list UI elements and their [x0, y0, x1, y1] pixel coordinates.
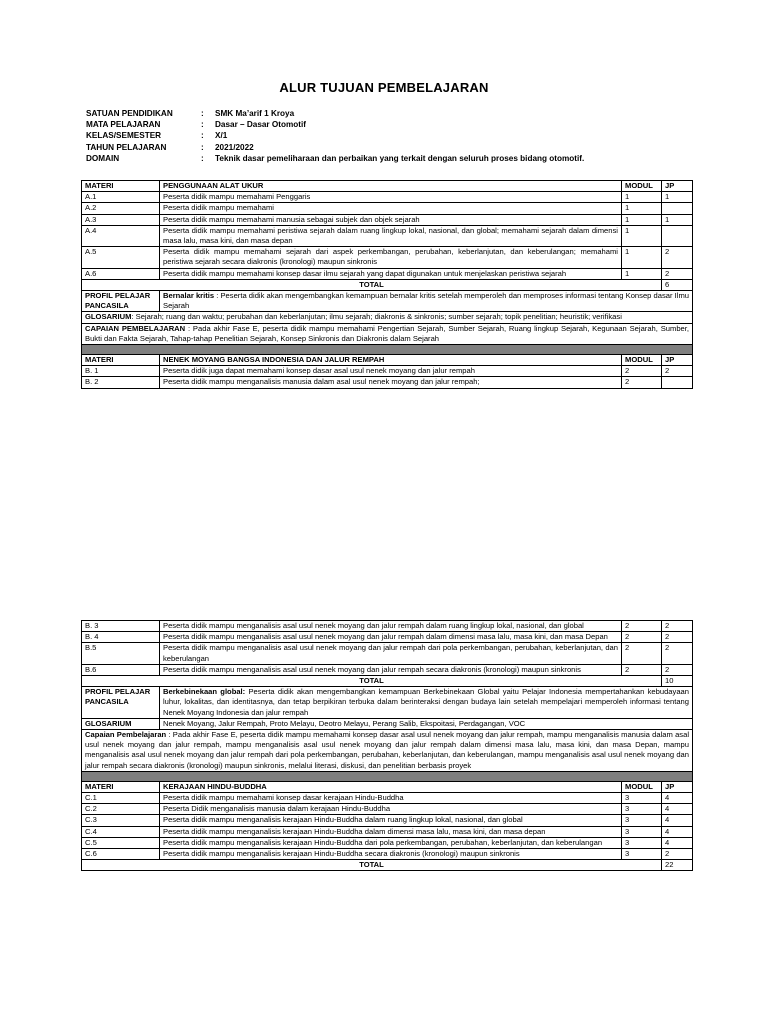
info-colon: :: [201, 120, 204, 130]
row-code: A.6: [82, 268, 160, 279]
table-row: [82, 837, 693, 848]
info-row: [86, 108, 584, 119]
table-row: [82, 664, 693, 675]
info-value: SMK Ma’arif 1 Kroya: [215, 109, 295, 118]
row-code: A.4: [82, 225, 160, 246]
section-divider: [82, 771, 693, 781]
header-jp: JP: [662, 181, 693, 192]
table-section-a: [81, 180, 693, 389]
row-description: Peserta didik mampu memahami konsep dasar ilmu sejarah yang dapat digunakan untuk menjelaskan peristiwa sejarah: [160, 268, 622, 279]
header-modul: MODUL: [622, 181, 662, 192]
row-modul: 3: [622, 826, 662, 837]
glosarium-row: [82, 718, 693, 729]
row-jp: 2: [662, 664, 693, 675]
table-row: [82, 268, 693, 279]
profil-label: PROFIL PELAJAR PANCASILA: [82, 291, 160, 312]
row-description: Peserta didik mampu memahami Penggaris: [160, 192, 622, 203]
document-info: [86, 108, 584, 164]
row-description: Peserta didik mampu menganalisis kerajaan Hindu-Buddha dari pola perkembangan, perubahan, keberlanjutan, dan keberulangan: [160, 837, 622, 848]
table-row: [82, 192, 693, 203]
row-code: B. 1: [82, 366, 160, 377]
row-modul: 2: [622, 643, 662, 664]
capaian-description: : Pada akhir Fase E, peserta didik mampu memahami konsep dasar asal usul nenek moyang dan jalur rempah, mampu menganalisis manusia dalam asal usul nenek moyang dan jalur rempah, mampu menganalisis asal usul nenek moyang dan jalur rempah dalam dimensi masa lalu, masa kini, dan masa Depan, mampu menganalisis asal usul nenek moyang dan jalur rempah dari pola perkembangan, perubahan, keberlanjutan, dan keberulangan, mampu menganalisis asal usul nenek moyang dan jalur rempah secara diakronis (kronologi) maupun sinkronis, melalui literasi, diskusi, dan penelitian berbasis proyek: [85, 730, 690, 770]
row-code: C.4: [82, 826, 160, 837]
profil-keyword: Bernalar kritis: [163, 291, 215, 301]
row-description: Peserta Didik menganalisis manusia dalam kerajaan Hindu-Buddha: [160, 804, 622, 815]
row-description: Peserta didik mampu memahami manusia sebagai subjek dan objek sejarah: [160, 214, 622, 225]
row-jp: 4: [662, 815, 693, 826]
total-row: [82, 860, 693, 871]
row-modul: 1: [622, 192, 662, 203]
table-row: [82, 225, 693, 246]
profil-row: [82, 291, 693, 312]
info-value: X/1: [215, 131, 228, 141]
row-code: C.1: [82, 793, 160, 804]
row-description: Peserta didik mampu memahami peristiwa sejarah dalam ruang lingkup lokal, nasional, dan global; memahami sejarah dalam dimensi masa lalu, masa kini, dan masa depan: [160, 225, 622, 246]
table-header-c: [82, 781, 693, 792]
row-jp: [662, 377, 693, 388]
capaian-row: [82, 730, 693, 772]
row-description: Peserta didik mampu menganalisis kerajaan Hindu-Buddha secara diakronis (kronologi) maupun sinkronis: [160, 849, 622, 860]
section-divider: [82, 345, 693, 355]
header-materi: MATERI: [82, 355, 160, 366]
profil-text: [160, 291, 693, 312]
info-label: SATUAN PENDIDIKAN: [86, 109, 173, 118]
info-colon: :: [201, 109, 204, 118]
capaian-label: CAPAIAN PEMBELAJARAN: [85, 323, 186, 333]
row-code: B.5: [82, 643, 160, 664]
info-label: KELAS/SEMESTER: [86, 131, 162, 141]
row-jp: [662, 225, 693, 246]
total-value: 22: [662, 860, 693, 871]
info-value: Dasar – Dasar Otomotif: [215, 120, 307, 130]
table-row: [82, 377, 693, 388]
info-row: [86, 153, 584, 164]
row-code: C.5: [82, 837, 160, 848]
row-modul: 1: [622, 214, 662, 225]
row-description: Peserta didik mampu memahami: [160, 203, 622, 214]
row-description: Peserta didik mampu menganalisis manusia dalam asal usul nenek moyang dan jalur rempah;: [160, 377, 622, 388]
row-jp: 4: [662, 837, 693, 848]
row-jp: 1: [662, 192, 693, 203]
row-code: C.2: [82, 804, 160, 815]
glosarium-label: GLOSARIUM: [85, 312, 132, 322]
total-label: TOTAL: [82, 676, 662, 687]
info-label: MATA PELAJARAN: [86, 120, 161, 130]
row-modul: 2: [622, 377, 662, 388]
info-row: [86, 119, 584, 130]
row-code: B. 4: [82, 632, 160, 643]
row-modul: 3: [622, 815, 662, 826]
row-description: Peserta didik mampu menganalisis kerajaan Hindu-Buddha dalam ruang lingkup lokal, nasional, dan global: [160, 815, 622, 826]
table-header: [82, 181, 693, 192]
profil-row: [82, 687, 693, 719]
glosarium-label: GLOSARIUM: [82, 718, 160, 729]
profil-description: Peserta didik akan mengembangkan kemampuan Berkebinekaan Global yaitu Pelajar Indonesia mempertahankan kebudayaan luhur, lokalitas, dan identitasnya, dan tetap berpikiran terbuka dalam berinteraksi dengan budaya lain setelah mempelajari memperoleh informasi tentang Nenek Moyang Indonesia dan jalur rempah: [163, 687, 689, 717]
total-label: TOTAL: [82, 279, 662, 290]
table-row: [82, 826, 693, 837]
profil-keyword: Berkebinekaan global:: [163, 687, 246, 697]
header-topic: PENGGUNAAN ALAT UKUR: [160, 181, 622, 192]
header-jp: JP: [662, 355, 693, 366]
capaian-label: Capaian Pembelajaran: [85, 730, 167, 740]
header-topic: KERAJAAN HINDU-BUDDHA: [160, 781, 622, 792]
info-value: Teknik dasar pemeliharaan dan perbaikan yang terkait dengan seluruh proses bidang otomotif.: [215, 153, 585, 163]
table-row: [82, 214, 693, 225]
row-modul: 2: [622, 664, 662, 675]
row-modul: 1: [622, 247, 662, 268]
header-jp: JP: [662, 781, 693, 792]
row-description: Peserta didik mampu menganalisis kerajaan Hindu-Buddha dalam dimensi masa lalu, masa kini, dan masa depan: [160, 826, 622, 837]
capaian-row: [82, 323, 693, 344]
row-modul: 1: [622, 203, 662, 214]
row-description: Peserta didik mampu memahami sejarah dari aspek perkembangan, perubahan, keberlanjutan, dan keberulangan; memahami peristiwa sejarah secara diakronis (kronologi) maupun sinkronis: [160, 247, 622, 268]
row-jp: 1: [662, 214, 693, 225]
row-description: Peserta didik juga dapat memahami konsep dasar asal usul nenek moyang dan jalur rempah: [160, 366, 622, 377]
row-jp: [662, 203, 693, 214]
row-code: A.5: [82, 247, 160, 268]
glosarium-description: : Sejarah; ruang dan waktu; perubahan dan keberlanjutan; ilmu sejarah; diakronis & sinkronis; sumber sejarah; topik penelitian; heuristik; verifikasi: [131, 312, 622, 322]
info-row: [86, 130, 584, 141]
header-topic: NENEK MOYANG BANGSA INDONESIA DAN JALUR REMPAH: [160, 355, 622, 366]
row-modul: 3: [622, 849, 662, 860]
total-value: 6: [662, 279, 693, 290]
header-modul: MODUL: [622, 355, 662, 366]
row-code: A.1: [82, 192, 160, 203]
row-code: B. 2: [82, 377, 160, 388]
table-row: [82, 366, 693, 377]
info-colon: :: [201, 142, 204, 152]
row-modul: 2: [622, 632, 662, 643]
row-jp: 2: [662, 849, 693, 860]
table-row: [82, 621, 693, 632]
row-description: Peserta didik mampu menganalisis asal usul nenek moyang dan jalur rempah dalam dimensi masa lalu, masa kini, dan masa Depan: [160, 632, 622, 643]
capaian-text: [82, 730, 693, 772]
total-label: TOTAL: [82, 860, 662, 871]
row-modul: 2: [622, 621, 662, 632]
row-modul: 1: [622, 225, 662, 246]
info-colon: :: [201, 153, 204, 163]
profil-description: : Peserta didik akan mengembangkan kemampuan bernalar kritis setelah memperoleh dan memproses informasi tentang Konsep dasar Ilmu Sejarah: [163, 291, 690, 311]
info-row: [86, 142, 584, 153]
page-title: ALUR TUJUAN PEMBELAJARAN: [279, 80, 489, 95]
header-modul: MODUL: [622, 781, 662, 792]
row-description: Peserta didik mampu menganalisis asal usul nenek moyang dan jalur rempah dalam ruang lingkup lokal, nasional, dan global: [160, 621, 622, 632]
row-modul: 3: [622, 837, 662, 848]
capaian-text: [82, 323, 693, 344]
info-label: TAHUN PELAJARAN: [86, 142, 167, 152]
table-row: [82, 804, 693, 815]
row-jp: 4: [662, 793, 693, 804]
row-modul: 1: [622, 268, 662, 279]
header-materi: MATERI: [82, 181, 160, 192]
total-row: [82, 676, 693, 687]
row-description: Peserta didik mampu menganalisis asal usul nenek moyang dan jalur rempah secara diakronis (kronologi) maupun sinkronis: [160, 664, 622, 675]
row-modul: 3: [622, 804, 662, 815]
row-code: C.6: [82, 849, 160, 860]
row-jp: 2: [662, 621, 693, 632]
total-value: 10: [662, 676, 693, 687]
row-code: B. 3: [82, 621, 160, 632]
table-row: [82, 203, 693, 214]
row-jp: 4: [662, 804, 693, 815]
table-row: [82, 793, 693, 804]
row-modul: 2: [622, 366, 662, 377]
glosarium-row: [82, 312, 693, 323]
info-label: DOMAIN: [86, 153, 120, 163]
info-value: 2021/2022: [215, 142, 254, 152]
table-row: [82, 815, 693, 826]
glosarium-text: Nenek Moyang, Jalur Rempah, Proto Melayu, Deotro Melayu, Perang Salib, Ekspoitasi, Perdagangan, VOC: [160, 718, 693, 729]
table-header-b: [82, 355, 693, 366]
profil-label: PROFIL PELAJAR PANCASILA: [82, 687, 160, 719]
table-row: [82, 632, 693, 643]
row-jp: 2: [662, 366, 693, 377]
row-code: B.6: [82, 664, 160, 675]
capaian-description: : Pada akhir Fase E, peserta didik mampu memahami Pengertian Sejarah, Sumber Sejarah, Ruang lingkup Sejarah, Kegunaan Sejarah, Sumber, Bukti dan Fakta Sejarah, Tahap-tahap Penelitian Sejarah, Konsep Sinkronis dan Diakronis dalam Sejarah: [85, 323, 689, 343]
info-colon: :: [201, 131, 204, 141]
header-materi: MATERI: [82, 781, 160, 792]
profil-text: [160, 687, 693, 719]
row-jp: 2: [662, 643, 693, 664]
table-row: [82, 643, 693, 664]
row-code: A.2: [82, 203, 160, 214]
row-jp: 2: [662, 247, 693, 268]
row-modul: 3: [622, 793, 662, 804]
row-code: C.3: [82, 815, 160, 826]
table-section-b-c: [81, 620, 693, 871]
table-row: [82, 849, 693, 860]
row-jp: 4: [662, 826, 693, 837]
row-jp: 2: [662, 632, 693, 643]
row-code: A.3: [82, 214, 160, 225]
total-row: [82, 279, 693, 290]
row-description: Peserta didik mampu memahami konsep dasar kerajaan Hindu-Buddha: [160, 793, 622, 804]
row-jp: 2: [662, 268, 693, 279]
row-description: Peserta didik mampu menganalisis asal usul nenek moyang dan jalur rempah dari pola perkembangan, perubahan, keberlanjutan, dan keberulangan: [160, 643, 622, 664]
glosarium-text: [82, 312, 693, 323]
table-row: [82, 247, 693, 268]
